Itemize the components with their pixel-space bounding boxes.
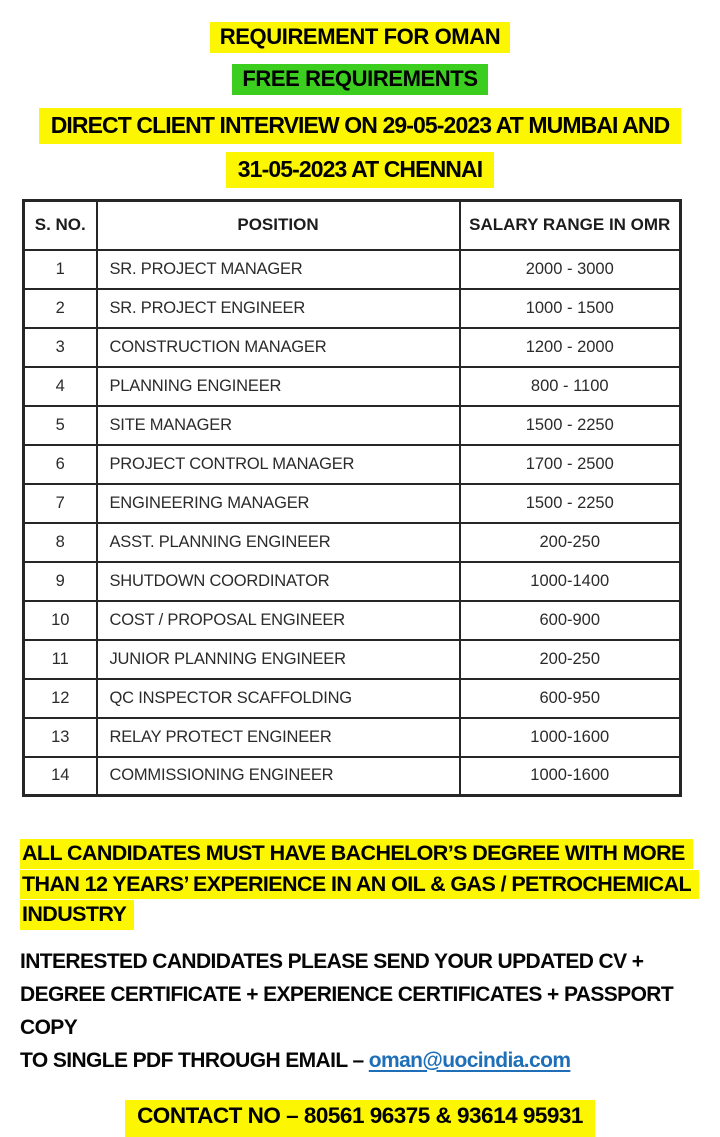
title-interview-line2: 31-05-2023 AT CHENNAI: [226, 152, 494, 188]
cell-sno: 12: [24, 679, 97, 718]
title-block: [0, 0, 720, 188]
table-row: [24, 718, 681, 757]
table-row: [24, 640, 681, 679]
email-link[interactable]: oman@uocindia.com: [368, 1048, 571, 1072]
eligibility-line-2: THAN 12 YEARS’ EXPERIENCE IN AN OIL & GAS / PETROCHEMICAL: [20, 870, 699, 900]
table-row: [24, 757, 681, 796]
cell-sno: 11: [24, 640, 97, 679]
contact-number: CONTACT NO – 80561 96375 & 93614 95931: [125, 1100, 595, 1137]
cell-sno: 9: [24, 562, 97, 601]
cell-position: COMMISSIONING ENGINEER: [97, 757, 460, 796]
instructions-line-3: [20, 1044, 720, 1077]
eligibility-row: [20, 839, 720, 869]
cell-position: SHUTDOWN COORDINATOR: [97, 562, 460, 601]
cell-sno: 1: [24, 250, 97, 289]
cell-salary: 800 - 1100: [460, 367, 681, 406]
col-header-salary: SALARY RANGE IN OMR: [460, 201, 681, 250]
table-row: [24, 484, 681, 523]
eligibility-note: [20, 839, 720, 930]
title-interview-line1: DIRECT CLIENT INTERVIEW ON 29-05-2023 AT MUMBAI AND: [39, 108, 682, 144]
table-row: [24, 562, 681, 601]
cell-position: ENGINEERING MANAGER: [97, 484, 460, 523]
cell-position: ASST. PLANNING ENGINEER: [97, 523, 460, 562]
cell-position: SR. PROJECT ENGINEER: [97, 289, 460, 328]
col-header-sno: S. NO.: [24, 201, 97, 250]
contact-footer: [0, 1100, 720, 1137]
title-row: [0, 22, 720, 53]
cell-position: COST / PROPOSAL ENGINEER: [97, 601, 460, 640]
cell-salary: 1000-1400: [460, 562, 681, 601]
cell-position: SITE MANAGER: [97, 406, 460, 445]
cell-position: JUNIOR PLANNING ENGINEER: [97, 640, 460, 679]
eligibility-row: [20, 900, 720, 930]
cell-salary: 600-950: [460, 679, 681, 718]
cell-salary: 600-900: [460, 601, 681, 640]
title-row: [0, 108, 720, 144]
cell-salary: 1200 - 2000: [460, 328, 681, 367]
table-row: [24, 406, 681, 445]
cell-sno: 5: [24, 406, 97, 445]
table-row: [24, 601, 681, 640]
title-row: [0, 64, 720, 95]
cell-sno: 13: [24, 718, 97, 757]
cell-sno: 4: [24, 367, 97, 406]
cell-sno: 6: [24, 445, 97, 484]
title-requirement-for-oman: REQUIREMENT FOR OMAN: [210, 22, 510, 53]
cell-position: RELAY PROTECT ENGINEER: [97, 718, 460, 757]
instructions-line-3-prefix: TO SINGLE PDF THROUGH EMAIL –: [20, 1048, 369, 1072]
eligibility-row: [20, 870, 720, 900]
eligibility-line-3: INDUSTRY: [20, 900, 134, 930]
table-row: [24, 250, 681, 289]
cell-position: QC INSPECTOR SCAFFOLDING: [97, 679, 460, 718]
cell-salary: 200-250: [460, 523, 681, 562]
table-row: [24, 523, 681, 562]
title-free-requirements: FREE REQUIREMENTS: [232, 64, 487, 95]
cell-salary: 200-250: [460, 640, 681, 679]
eligibility-line-1: ALL CANDIDATES MUST HAVE BACHELOR’S DEGREE WITH MORE: [20, 839, 693, 869]
title-row: [0, 152, 720, 188]
table-row: [24, 367, 681, 406]
positions-table: [22, 199, 682, 797]
cell-position: PLANNING ENGINEER: [97, 367, 460, 406]
cell-salary: 1500 - 2250: [460, 406, 681, 445]
cell-position: PROJECT CONTROL MANAGER: [97, 445, 460, 484]
table-row: [24, 445, 681, 484]
cell-sno: 14: [24, 757, 97, 796]
col-header-position: POSITION: [97, 201, 460, 250]
application-instructions: [20, 945, 720, 1077]
cell-sno: 7: [24, 484, 97, 523]
table-header-row: [24, 201, 681, 250]
cell-salary: 1500 - 2250: [460, 484, 681, 523]
cell-sno: 3: [24, 328, 97, 367]
table-row: [24, 289, 681, 328]
cell-sno: 10: [24, 601, 97, 640]
cell-salary: 1000 - 1500: [460, 289, 681, 328]
cell-salary: 1700 - 2500: [460, 445, 681, 484]
cell-position: CONSTRUCTION MANAGER: [97, 328, 460, 367]
cell-salary: 1000-1600: [460, 718, 681, 757]
cell-sno: 8: [24, 523, 97, 562]
cell-sno: 2: [24, 289, 97, 328]
table-row: [24, 328, 681, 367]
cell-salary: 2000 - 3000: [460, 250, 681, 289]
cell-salary: 1000-1600: [460, 757, 681, 796]
instructions-line-1: INTERESTED CANDIDATES PLEASE SEND YOUR UPDATED CV +: [20, 949, 644, 973]
instructions-line-2: DEGREE CERTIFICATE + EXPERIENCE CERTIFICATES + PASSPORT COPY: [20, 982, 674, 1039]
cell-position: SR. PROJECT MANAGER: [97, 250, 460, 289]
table-row: [24, 679, 681, 718]
